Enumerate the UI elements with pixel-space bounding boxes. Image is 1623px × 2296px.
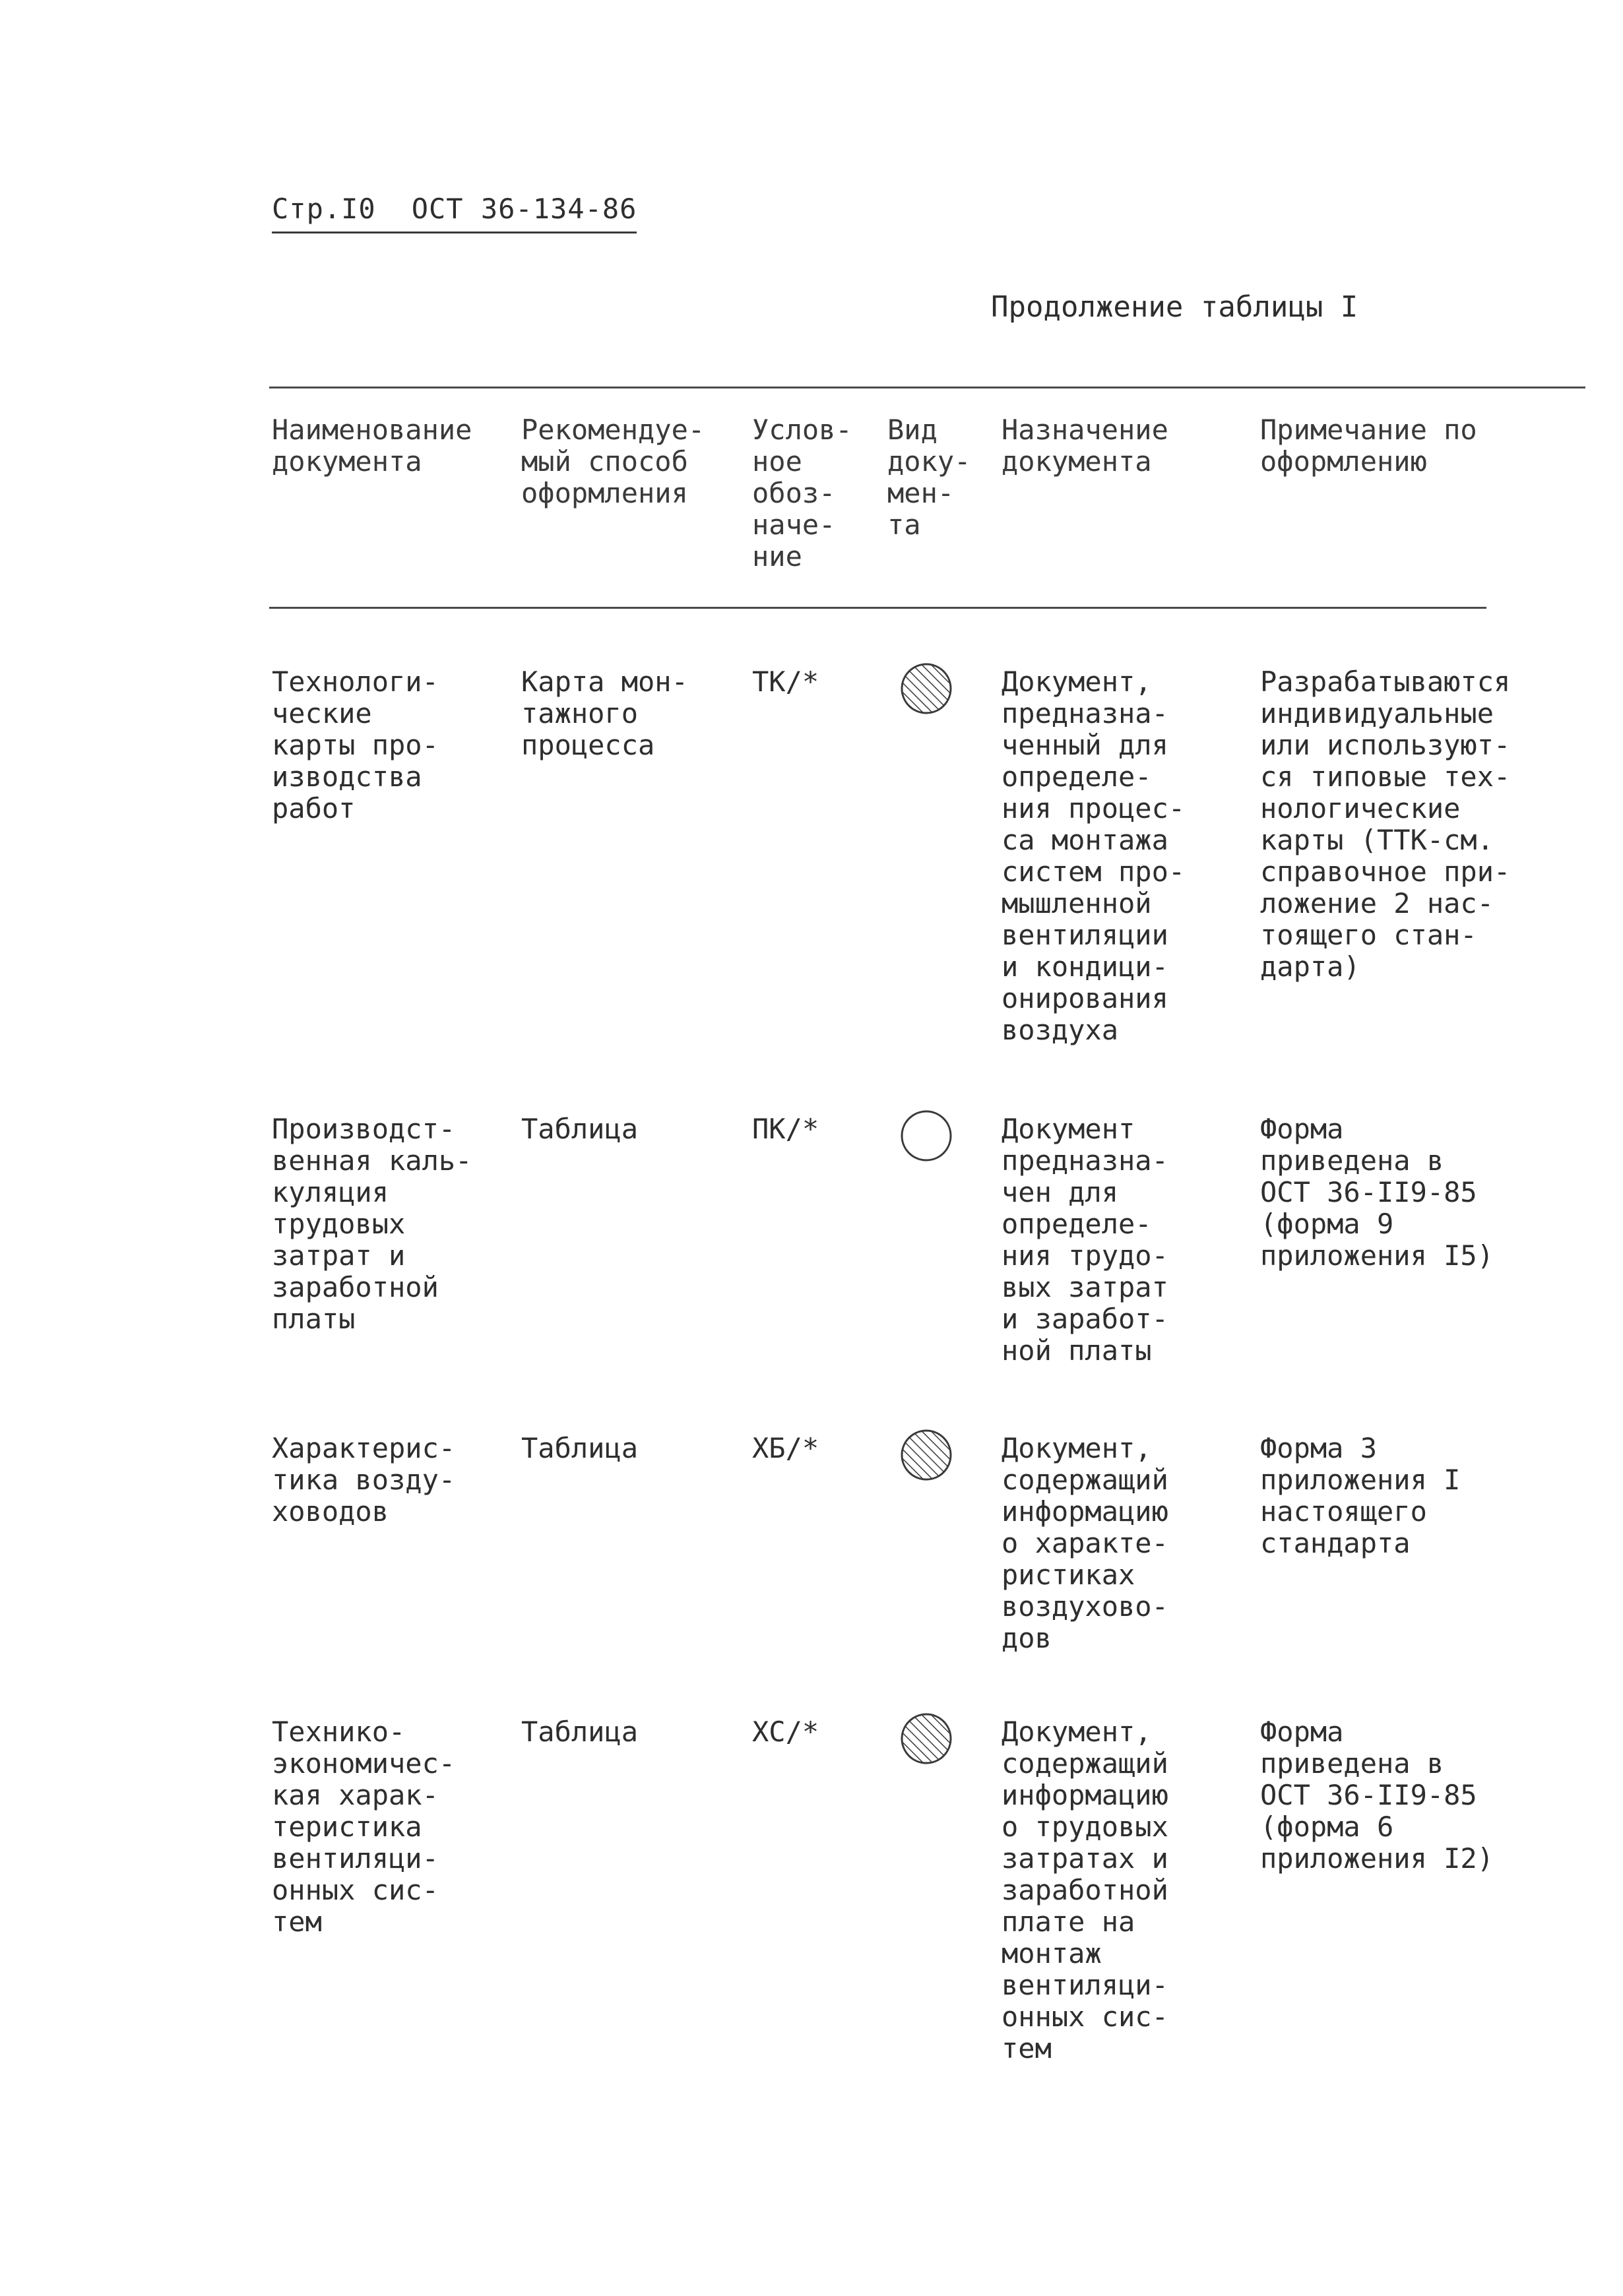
hatched-circle-icon [899,1711,954,1766]
row-code: ТК/* [752,666,819,698]
row-code: ХС/* [752,1716,819,1748]
column-header-purpose: Назначение документа [1002,414,1168,478]
row-method: Карта мон- тажного процесса [521,666,688,761]
row-method: Таблица [521,1716,639,1748]
row-purpose: Документ, содержащий информацию о трудовых затратах и заработной плате на монтаж вентиляци- онных сис- тем [1002,1716,1168,2064]
page-header [272,193,637,233]
row-code: ХБ/* [752,1432,819,1464]
table-top-rule [269,387,1585,388]
row-name: Характерис- тика возду- ховодов [272,1432,456,1528]
header-bottom-rule [269,607,1486,609]
row-note: Форма приведена в ОСТ 36-II9-85 (форма 9 приложения I5) [1260,1113,1494,1272]
column-header-type: Вид доку- мен- та [887,414,971,541]
column-header-method: Рекомендуе- мый способ оформления [521,414,705,509]
row-purpose: Документ, предназна- ченный для определе- ния процес- са монтажа систем про- мышленной вентиляции и кондици- онирования воздуха [1002,666,1186,1046]
hatched-circle-icon [899,661,954,716]
row-method: Таблица [521,1432,639,1464]
row-name: Технико- экономичес- кая харак- теристика вентиляци- онных сис- тем [272,1716,456,1938]
column-header-code: Услов- ное обоз- наче- ние [752,414,852,573]
row-method: Таблица [521,1113,639,1145]
standard-code: ОСТ 36-134-86 [411,193,637,225]
hatched-circle-icon [899,1427,954,1483]
row-note: Форма 3 приложения I настоящего стандарта [1260,1432,1461,1559]
empty-circle-icon [899,1108,954,1164]
column-header-name: Наименование документа [272,414,472,478]
row-note: Разрабатываются индивидуальные или используют- ся типовые тех- нологические карты (ТТК-см. справочное при- ложение 2 нас- тоящего стан- дарта) [1260,666,1511,983]
row-name: Технологи- ческие карты про- изводства работ [272,666,439,824]
table-caption: Продолжение таблицы I [991,290,1358,324]
row-purpose: Документ предназна- чен для определе- ния трудо- вых затрат и заработ- ной платы [1002,1113,1168,1367]
row-code: ПК/* [752,1113,819,1145]
row-purpose: Документ, содержащий информацию о характе- ристиках воздухово- дов [1002,1432,1168,1654]
column-header-note: Примечание по оформлению [1260,414,1477,478]
row-name: Производст- венная каль- куляция трудовых затрат и заработной платы [272,1113,472,1335]
row-note: Форма приведена в ОСТ 36-II9-85 (форма 6 приложения I2) [1260,1716,1494,1875]
page-number: Стр.I0 [272,193,376,225]
